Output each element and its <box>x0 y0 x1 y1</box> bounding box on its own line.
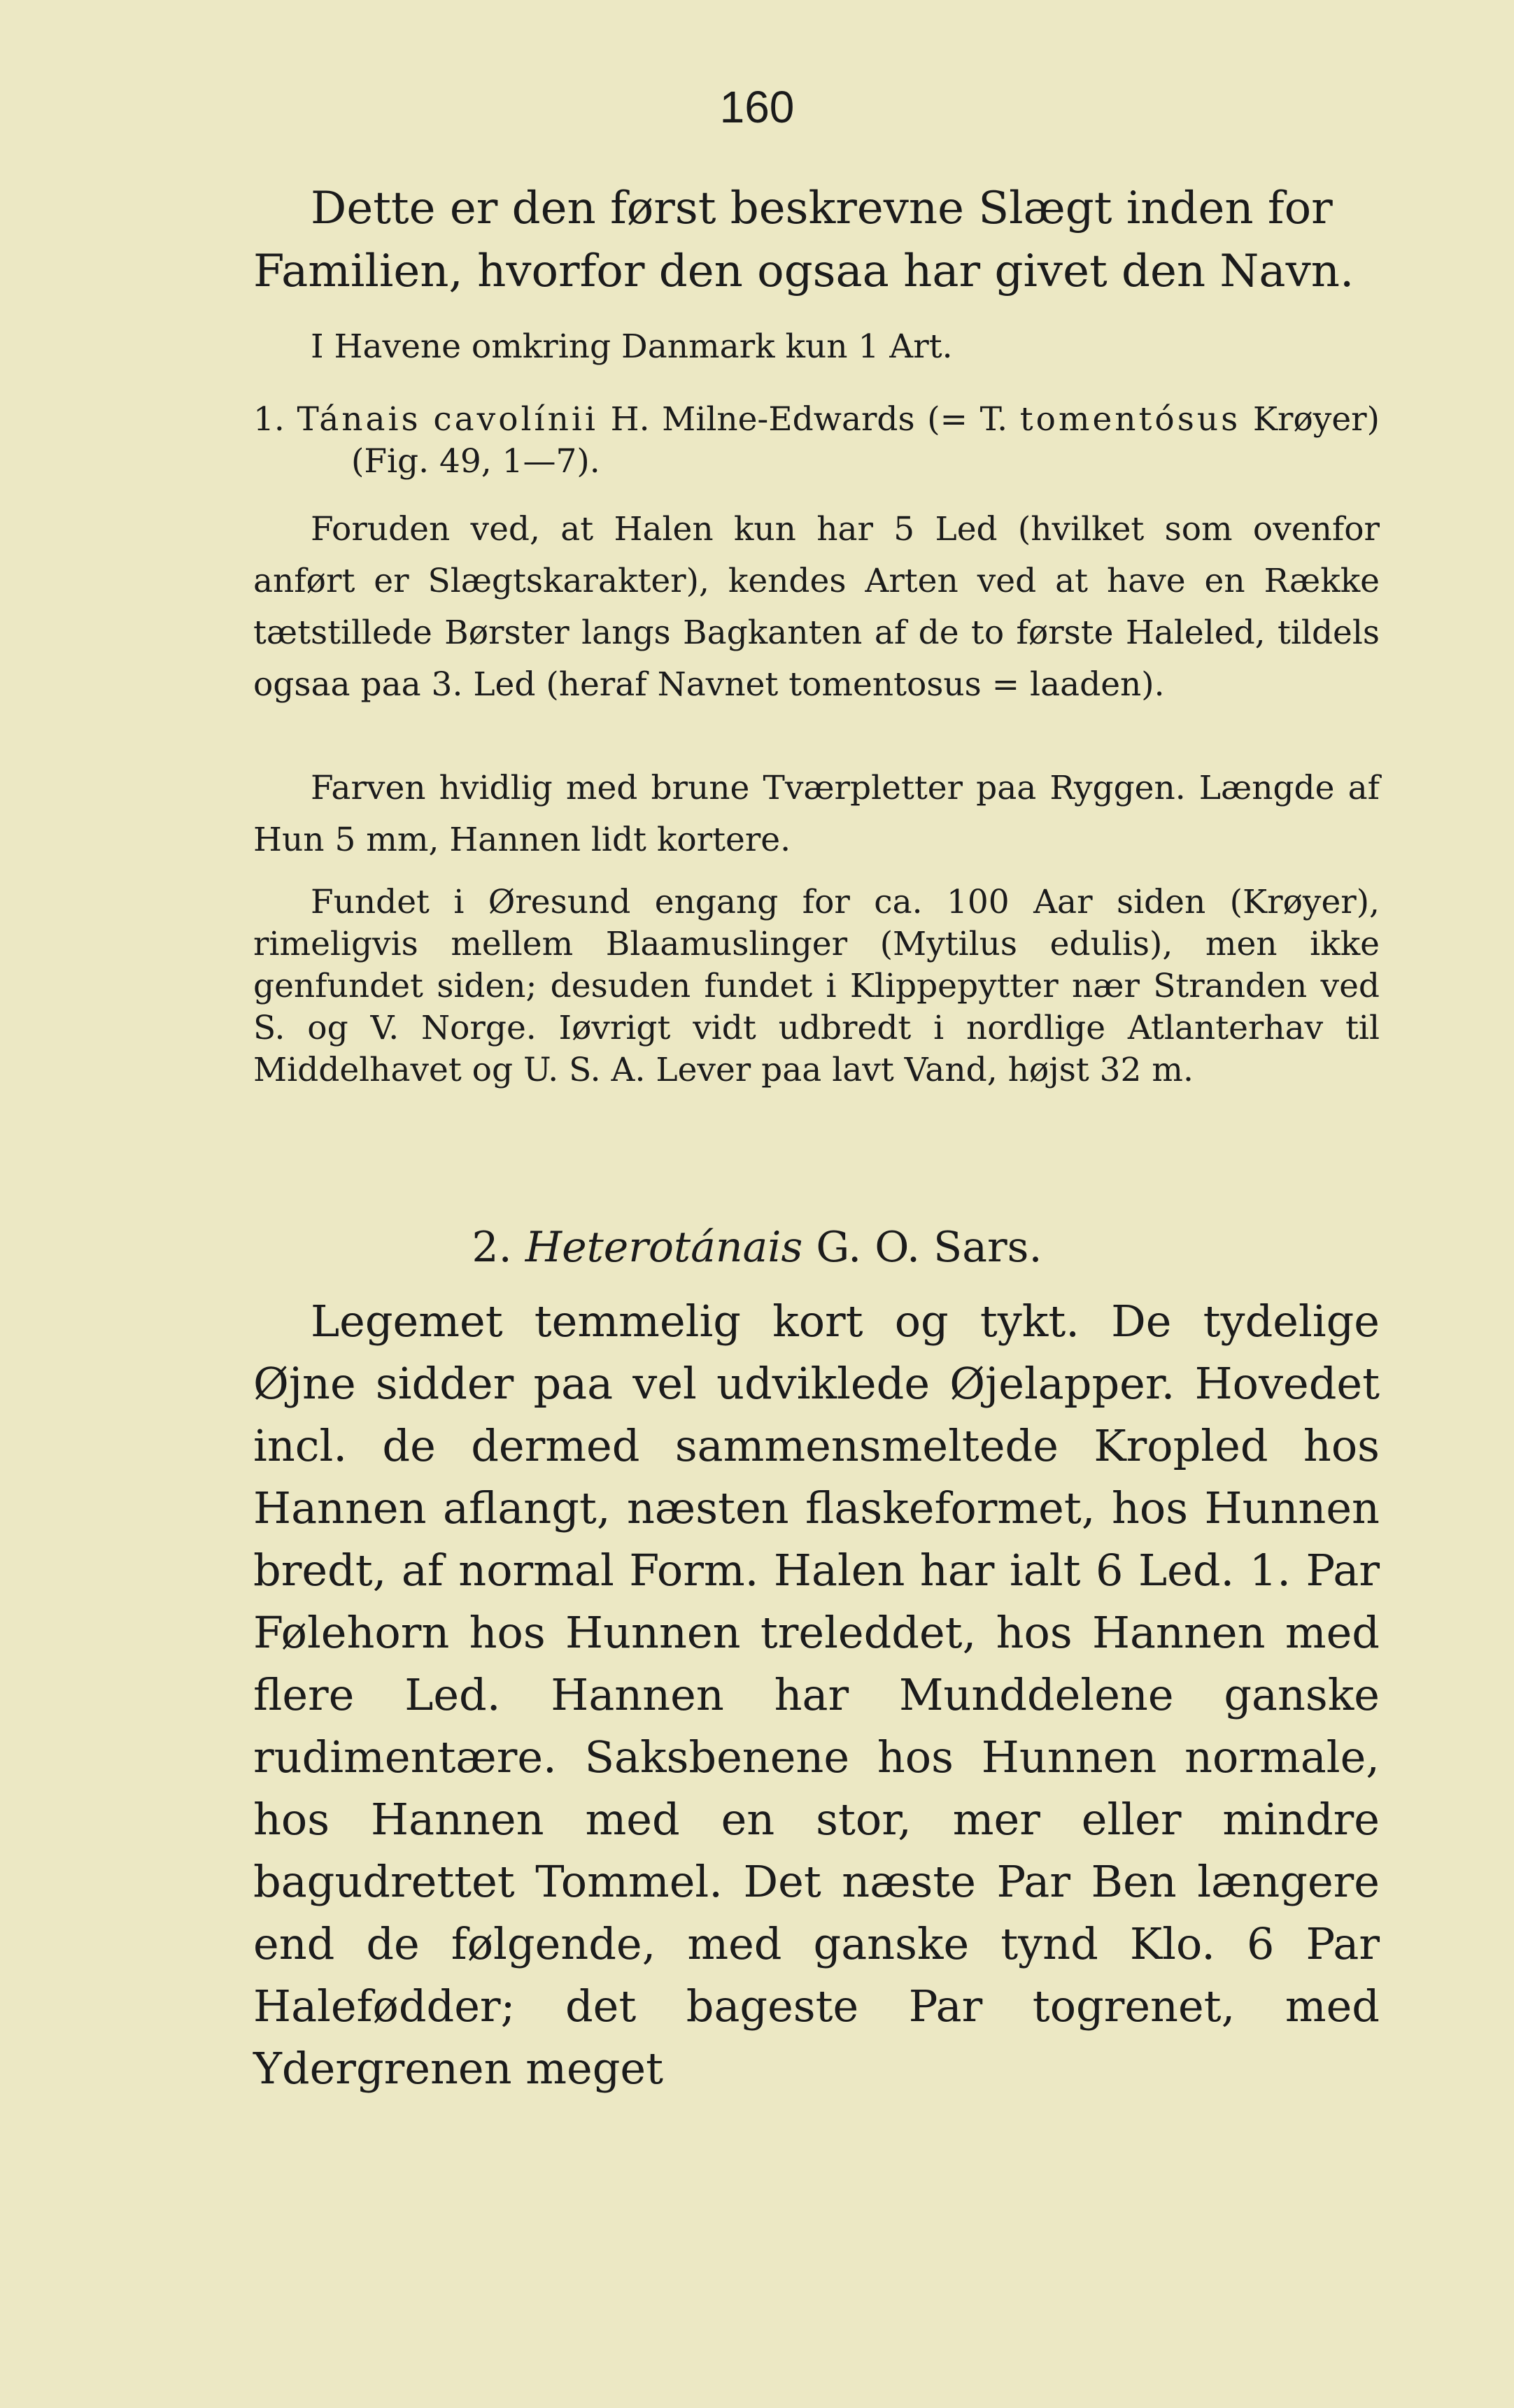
species-author: H. Milne-Edwards (= T. <box>610 400 1008 439</box>
genus-heading <box>0 1219 1514 1275</box>
species-genus: Tánais <box>297 400 421 439</box>
species-paragraph-tail: Foruden ved, at Halen kun har 5 Led (hvilket som ovenfor anført er Slægtskarakter), kendes Arten ved at have en Række tætstillede Børster langs Bagkanten af de to første Haleled, tildels ogsaa paa 3. Led (heraf Navnet tomentosus = laaden). <box>253 510 1380 704</box>
species-number: 1. <box>253 400 285 439</box>
species-synonym: tomentósus <box>1019 400 1241 439</box>
genus-name: Heterotánais <box>525 1223 803 1272</box>
species-paragraph-distribution: Fundet i Øresund engang for ca. 100 Aar siden (Krøyer), rimeligvis mellem Blaamuslinger (Mytilus edulis), men ikke genfundet siden; desuden fundet i Klippepytter nær Stranden ved S. og V. Norge. Iøvrigt vidt udbredt i nordlige Atlanterhav til Middelhavet og U. S. A. Lever paa lavt Vand, højst 32 m. <box>253 883 1380 1089</box>
species-paragraph-colour: Farven hvidlig med brune Tværpletter paa Ryggen. Længde af Hun 5 mm, Hannen lidt kortere. <box>253 769 1380 859</box>
intro-paragraph <box>253 177 1380 303</box>
species-heading <box>253 399 1380 483</box>
page-number: 160 <box>719 82 795 132</box>
species-heading-cont: Krøyer) (Fig. 49, 1—7). <box>351 400 1380 481</box>
genus-description: Legemet temmelig kort og tykt. De tydelige Øjne sidder paa vel udviklede Øjelapper. Hovedet incl. de dermed sammensmeltede Kropled hos Hannen aflangt, næsten flaskeformet, hos Hunnen bredt, af normal Form. Halen har ialt 6 Led. 1. Par Følehorn hos Hunnen treleddet, hos Hannen med flere Led. Hannen har Munddelene ganske rudimentære. Saksbenene hos Hunnen normale, hos Hannen med en stor, mer eller mindre bagudrettet Tommel. Det næste Par Ben længere end de følgende, med ganske tynd Klo. 6 Par Halefødder; det bageste Par togrenet, med Ydergrenen meget <box>253 1296 1380 2094</box>
denmark-note: I Havene omkring Danmark kun 1 Art. <box>311 327 953 366</box>
intro-line-1: Dette er den først beskrevne Slægt inden for <box>311 183 1333 234</box>
species-epithet: cavolínii <box>433 400 598 439</box>
genus-number: 2. <box>472 1223 512 1272</box>
intro-line-2: Familien, hvorfor den ogsaa har givet den Navn. <box>253 246 1354 297</box>
genus-author: G. O. Sars. <box>816 1223 1042 1272</box>
